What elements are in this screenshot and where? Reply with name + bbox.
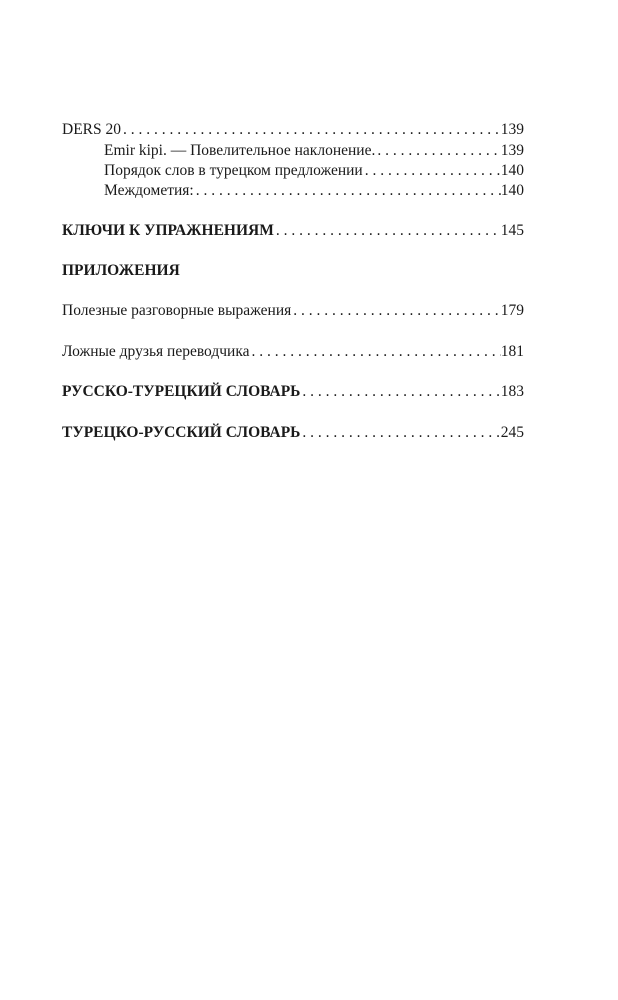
toc-entry-russian-turkish-dictionary[interactable] [62, 382, 524, 402]
toc-entry-label: РУССКО-ТУРЕЦКИЙ СЛОВАРЬ [62, 383, 301, 400]
toc-entry-false-friends[interactable] [62, 342, 524, 362]
toc-entry-label: DERS 20 [62, 121, 121, 138]
toc-entry-exercise-keys[interactable] [62, 221, 524, 241]
dot-leader [300, 382, 500, 402]
toc-entry-word-order[interactable] [104, 161, 524, 181]
toc-entry-label: КЛЮЧИ К УПРАЖНЕНИЯМ [62, 222, 274, 239]
toc-page-number: 181 [500, 343, 524, 360]
toc-page-number: 183 [500, 383, 524, 400]
toc-page-number: 140 [500, 162, 524, 179]
toc-entry-interjections[interactable] [104, 181, 524, 201]
dot-leader [274, 221, 501, 241]
dot-leader [194, 181, 501, 201]
appendix-heading: ПРИЛОЖЕНИЯ [62, 262, 180, 279]
dot-leader [250, 342, 501, 362]
toc-entry-label: Emir kipi. — Повелительное наклонение. [104, 142, 376, 159]
toc-entry-label: ТУРЕЦКО-РУССКИЙ СЛОВАРЬ [62, 424, 301, 441]
dot-leader [363, 161, 501, 181]
toc-entry-label: Ложные друзья переводчика [62, 343, 250, 360]
toc-page-number: 139 [500, 142, 524, 159]
toc-entry-useful-phrases[interactable] [62, 301, 524, 321]
toc-page-number: 245 [500, 424, 524, 441]
toc-entry-label: Полезные разговорные выражения [62, 302, 292, 319]
toc-page-number: 139 [500, 121, 524, 138]
toc-entry-ders-20[interactable] [62, 120, 524, 140]
dot-leader [291, 301, 501, 321]
dot-leader [121, 120, 501, 140]
dot-leader [375, 141, 500, 161]
dot-leader [300, 423, 500, 443]
toc-page-number: 145 [500, 222, 524, 239]
toc-entry-turkish-russian-dictionary[interactable] [62, 423, 524, 443]
toc-page-number: 179 [500, 302, 524, 319]
toc-entry-label: Междометия: [104, 182, 194, 199]
toc-entry-label: Порядок слов в турецком предложении [104, 162, 363, 179]
toc-page-number: 140 [500, 182, 524, 199]
toc-entry-emir-kipi[interactable] [104, 141, 524, 161]
